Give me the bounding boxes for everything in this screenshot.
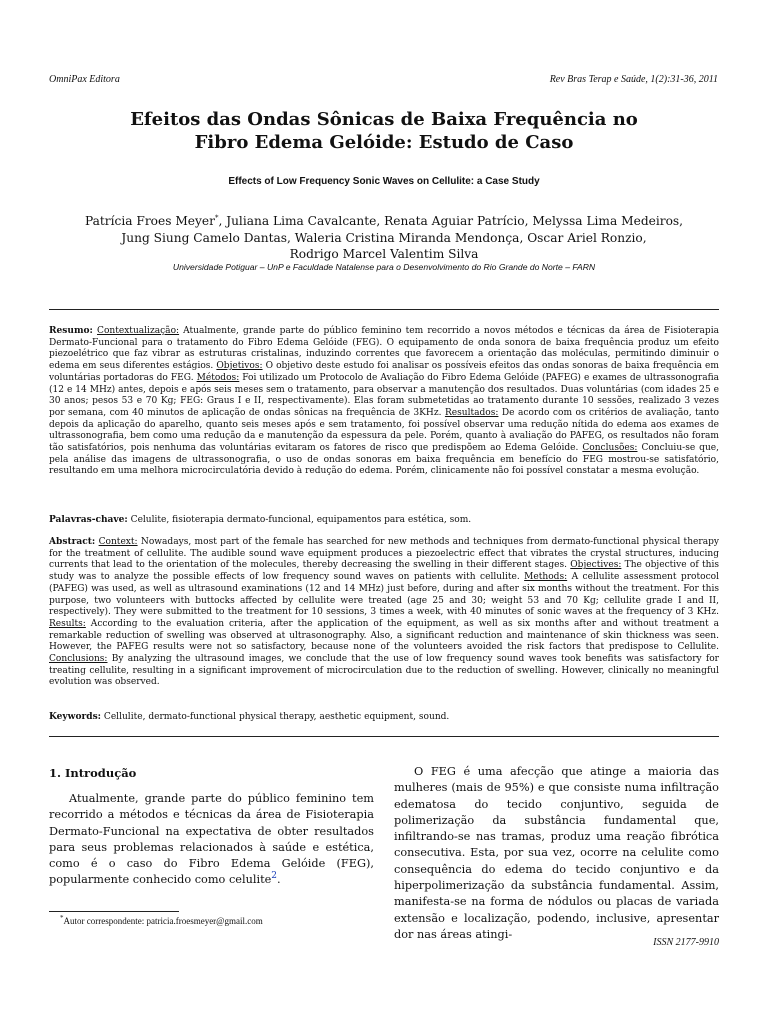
keywords bbox=[49, 712, 719, 724]
abstract-context-text: Nowadays, most part of the female has searched for new methods and techniques from dermato-functional physical therapy for the treatment of cellulite. The audible sound wave equipment produces a piezoelectric effect that vibrates the crystal structures, inducing currents that lead to the orientation of the molecules, thereby decreasing the swelling in their different stages. bbox=[49, 537, 719, 571]
abstract-conclusions-text: By analyzing the ultrasound images, we conclude that the use of low frequency sound waves took benefits was satisfactory for treating cellulite, resulting in a significant improvement of microcirculation due to the reduction of swelling. However, clinically no meaningful evolution was observed. bbox=[49, 654, 719, 688]
divider-top bbox=[49, 309, 719, 310]
palavras-text: Celulite, fisioterapia dermato-funcional, equipamentos para estética, som. bbox=[127, 515, 472, 525]
abstract-results-text: According to the evaluation criteria, after the application of the equipment, as well as six months after and without treatment a remarkable reduction of swelling was observed at ultrasonography. Also, a significant reduction and maintenance of skin thickness was seen. However, the PAFEG results were not so satisfactory, because none of the volunteers avoided the risk factors that predispose to Cellulite. bbox=[49, 618, 719, 653]
divider-bottom bbox=[49, 736, 719, 737]
first-author: Patrícia Froes Meyer bbox=[84, 214, 215, 229]
authors-line-2: Jung Siung Camelo Dantas, Waleria Cristina Miranda Mendonça, Oscar Ariel Ronzio, bbox=[121, 230, 647, 245]
intro-right-paragraph: O FEG é uma afecção que atinge a maioria das mulheres (mais de 95%) e que consiste numa infiltração edematosa do tecido conjuntivo, seguida de polimerização da substância fundamental que, infiltrando-se nas tramas, produz uma reação fibrótica consecutiva. Esta, por sua vez, ocorre na celulite como consequência do edema do tecido conjuntivo e da hiperpolimerização da substância fundamental. Assim, manifesta-se na forma de nódulos ou placas de variada extensão e localização, podendo, inclusive, apresentar dor nas áreas atingi- bbox=[394, 765, 719, 941]
footnote-text: Autor correspondente: patricia.froesmeyer@gmail.com bbox=[63, 916, 263, 926]
author-list bbox=[49, 210, 719, 263]
journal-publisher: OmniPax Editora bbox=[49, 74, 120, 85]
keywords-text: Cellulite, dermato-functional physical therapy, aesthetic equipment, sound. bbox=[101, 712, 450, 722]
abstract-objectives-label: Objectives: bbox=[570, 560, 622, 571]
resumo-label: Resumo: bbox=[49, 326, 93, 336]
footnote-rule bbox=[49, 911, 179, 912]
authors-line-3: Rodrigo Marcel Valentim Silva bbox=[289, 247, 479, 262]
abstract-objectives-text: The objective of this study was to analyze the possible effects of low frequency sound waves on patients with cellulite. bbox=[49, 560, 719, 583]
resumo-conclusions-text: Concluiu-se que, pela análise das imagens de ultrassonografia, o uso de ondas sonoras em baixa frequência em benefício do FEG mostrou-se satisfatório, resultando em uma melhora microcirculatória devido à redução do edema. Porém, clinicamente não foi possível constatar a mesma evolução. bbox=[49, 443, 719, 477]
palavras-chave bbox=[49, 515, 719, 527]
keywords-label: Keywords: bbox=[49, 712, 102, 722]
resumo-results-label: Resultados: bbox=[444, 407, 499, 418]
issn: ISSN 2177-9910 bbox=[653, 937, 719, 948]
abstract-label: Abstract: bbox=[49, 537, 96, 547]
intro-left-end: . bbox=[277, 873, 281, 887]
journal-citation: Rev Bras Terap e Saúde, 1(2):31-36, 2011 bbox=[549, 74, 718, 85]
footnote bbox=[60, 914, 263, 926]
title-line-1: Efeitos das Ondas Sônicas de Baixa Frequência no bbox=[130, 109, 638, 130]
resumo-methods-text: Foi utilizado um Protocolo de Avaliação do Fibro Edema Gelóide (PAFEG) e exames de ultrassonografia (12 e 14 MHz) antes, depois e após seis meses sem o tratamento, para observar a manutenção dos resultados. Duas voluntárias (com idades 25 e 30 anos; pesos 53 e 70 Kg; FEG: Graus I e II, respectivamente). Elas foram submetetidas ao tratamento durante 10 sessões, realizado 3 vezes por semana, com 40 minutos de aplicação de ondas sônicas na frequência de 3KHz. bbox=[49, 372, 720, 418]
abstract-results-label: Results: bbox=[49, 618, 86, 629]
paper-title bbox=[49, 108, 719, 154]
abstract-context-label: Context: bbox=[98, 537, 138, 547]
resumo-results-text: De acordo com os critérios de avaliação, tanto depois da aplicação do aparelho, quanto seis meses após e sem tratamento, foi possível observar uma redução nítida do edema aos exames de ultrassonografia, bem como uma redução da e manutenção da espessura da pele. Porém, quanto à avaliação do PAFEG, os resultados não foram tão satisfatórios, pois nenhuma das voluntárias evitaram os fatores de risco que predispõem ao Edema Gelóide. bbox=[49, 407, 720, 454]
footnote-mark: * bbox=[60, 914, 64, 922]
abstract-methods-text: A cellulite assessment protocol (PAFEG) was used, as well as ultrasound examinations (12 and 14 MHz) just before, during and after six months without the treatment. For this purpose, two volunteers with buttocks affected by cellulite were treated (age 25 and 30; weight 53 and 70 Kg; cellulite grade I and II, respectively). They were submitted to the treatment for 10 sessions, 3 times a week, with 40 minutes of sonic waves at the frequency of 3 KHz. bbox=[49, 572, 719, 618]
title-line-2: Fibro Edema Gelóide: Estudo de Caso bbox=[194, 132, 574, 153]
abstract-methods-label: Methods: bbox=[524, 572, 568, 583]
resumo-paragraph bbox=[49, 326, 719, 478]
intro-left-paragraph bbox=[49, 791, 374, 889]
affiliation: Universidade Potiguar – UnP e Faculdade Natalense para o Desenvolvimento do Rio Grande do Norte – FARN bbox=[172, 262, 596, 272]
resumo-objectives-label: Objetivos: bbox=[216, 361, 263, 372]
resumo-methods-label: Métodos: bbox=[196, 372, 240, 383]
citation-ref[interactable]: 2 bbox=[271, 871, 278, 882]
section-heading-introducao: 1. Introdução bbox=[49, 766, 137, 780]
resumo-conclusions-label: Conclusões: bbox=[582, 443, 638, 454]
resumo-objectives-text: O objetivo deste estudo foi analisar os possíveis efeitos das ondas sonoras de baixa frequência em voluntárias portadoras do FEG. bbox=[49, 361, 719, 383]
english-title: Effects of Low Frequency Sonic Waves on Cellulite: a Case Study bbox=[228, 176, 540, 187]
intro-left-text: Atualmente, grande parte do público feminino tem recorrido a métodos e técnicas da área de Fisioterapia Dermato-Funcional na expectativa de obter resultados para seus problemas relacionados à saúde e estética, como é o caso do Fibro Edema Gelóide (FEG), popularmente conhecido como celulite bbox=[49, 792, 374, 887]
palavras-label: Palavras-chave: bbox=[49, 515, 128, 525]
abstract-paragraph bbox=[49, 537, 719, 689]
authors-line-1-rest: , Juliana Lima Cavalcante, Renata Aguiar Patrício, Melyssa Lima Medeiros, bbox=[218, 214, 684, 229]
resumo-context-label: Contextualização: bbox=[97, 326, 180, 336]
corresponding-mark: * bbox=[214, 214, 219, 222]
abstract-conclusions-label: Conclusions: bbox=[49, 654, 108, 665]
resumo-context-text: Atualmente, grande parte do público feminino tem recorrido a novos métodos e técnicas da área de Fisioterapia Dermato-Funcional para o tratamento do Fibro Edema Gelóide (FEG). O equipamento de onda sonora de baixa frequência produz um efeito piezoelétrico que faz vibrar as estruturas cristalinas, induzindo correntes que favorecem a orientação das moléculas, permitindo diminuir o edema em seus diferentes estágios. bbox=[49, 326, 719, 372]
authors-line-1 bbox=[49, 210, 719, 230]
